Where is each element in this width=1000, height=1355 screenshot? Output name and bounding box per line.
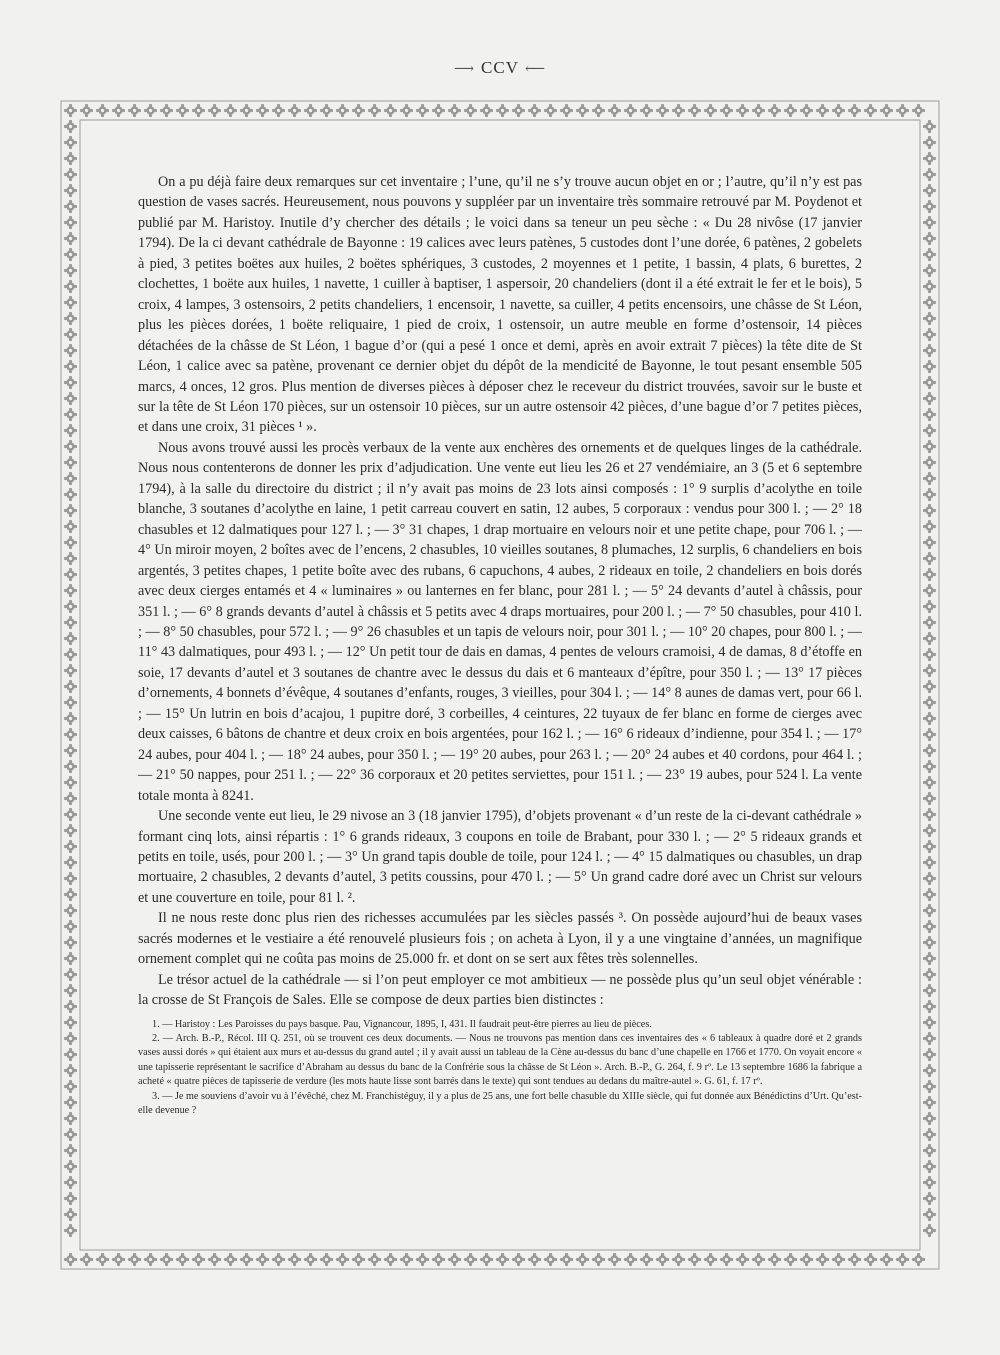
fleuron-icon <box>64 728 77 741</box>
fleuron-icon <box>496 104 509 117</box>
fleuron-icon <box>848 104 861 117</box>
fleuron-icon <box>400 104 413 117</box>
fleuron-icon <box>64 392 77 405</box>
fleuron-icon <box>923 712 936 725</box>
fleuron-icon <box>923 344 936 357</box>
fleuron-icon <box>288 1253 301 1266</box>
fleuron-icon <box>64 1112 77 1125</box>
fleuron-icon <box>923 504 936 517</box>
fleuron-icon <box>64 120 77 133</box>
fleuron-icon <box>64 296 77 309</box>
fleuron-icon <box>923 760 936 773</box>
fleuron-icon <box>256 1253 269 1266</box>
fleuron-icon <box>923 1208 936 1221</box>
fleuron-icon <box>923 200 936 213</box>
fleuron-icon <box>923 728 936 741</box>
fleuron-icon <box>64 1000 77 1013</box>
fleuron-icon <box>64 1096 77 1109</box>
fleuron-icon <box>848 1253 861 1266</box>
fleuron-icon <box>560 1253 573 1266</box>
fleuron-icon <box>704 1253 717 1266</box>
fleuron-icon <box>256 104 269 117</box>
fleuron-icon <box>720 1253 733 1266</box>
fleuron-icon <box>923 1048 936 1061</box>
fleuron-icon <box>800 104 813 117</box>
fleuron-icon <box>64 680 77 693</box>
fleuron-icon <box>784 104 797 117</box>
fleuron-icon <box>64 1208 77 1221</box>
fleuron-icon <box>64 1032 77 1045</box>
fleuron-icon <box>923 168 936 181</box>
fleuron-icon <box>923 392 936 405</box>
fleuron-icon <box>64 456 77 469</box>
fleuron-icon <box>923 264 936 277</box>
fleuron-icon <box>272 1253 285 1266</box>
fleuron-icon <box>464 1253 477 1266</box>
fleuron-icon <box>368 1253 381 1266</box>
fleuron-icon <box>336 104 349 117</box>
fleuron-icon <box>624 104 637 117</box>
fleuron-icon <box>64 200 77 213</box>
fleuron-icon <box>912 104 925 117</box>
fleuron-icon <box>923 744 936 757</box>
fleuron-icon <box>923 232 936 245</box>
fleuron-icon <box>64 1224 77 1237</box>
fleuron-icon <box>923 568 936 581</box>
page-body <box>138 172 862 1118</box>
fleuron-icon <box>64 536 77 549</box>
fleuron-icon <box>64 568 77 581</box>
fleuron-icon <box>64 424 77 437</box>
fleuron-icon <box>923 824 936 837</box>
page-header <box>0 58 1000 78</box>
fleuron-icon <box>64 168 77 181</box>
fleuron-icon <box>64 152 77 165</box>
footnotes <box>138 1018 862 1119</box>
fleuron-icon <box>64 232 77 245</box>
fleuron-icon <box>64 1192 77 1205</box>
fleuron-icon <box>64 104 77 117</box>
fleuron-icon <box>416 1253 429 1266</box>
fleuron-icon <box>64 488 77 501</box>
fleuron-icon <box>64 936 77 949</box>
fleuron-icon <box>923 1080 936 1093</box>
fleuron-icon <box>64 312 77 325</box>
fleuron-icon <box>544 1253 557 1266</box>
fleuron-icon <box>528 1253 541 1266</box>
paragraph-inventory: On a pu déjà faire deux remarques sur cet inventaire ; l’une, qu’il ne s’y trouve aucun objet en or ; l’autre, qu’il n’y est pas question de vases sacrés. Heureusement, nous pouvons y suppléer par un inventaire très sommaire retrouvé par M. Poydenot et publié par M. Haristoy. Inutile d’y chercher des détails ; le voici dans sa teneur un peu sèche : « Du 28 nivôse (17 janvier 1794). De la ci devant cathédrale de Bayonne : 19 calices avec leurs patènes, 5 custodes dont l’une dorée, 6 patènes, 2 gobelets à pied, 3 petites boëtes aux huiles, 2 boëtes sphériques, 3 custodes, 2 moyennes et 1 petite, 1 bassin, 4 plats, 6 burettes, 2 clochettes, 1 boëte aux huiles, 1 navette, 1 cuiller à baptiser, 1 aspersoir, 20 chandeliers (dont il a été extrait le fer et le bois), 5 croix, 4 lampes, 3 ostensoirs, 2 petits chandeliers, 1 encensoir, 1 navette, sa cuiller, 4 petits encensoirs, une châsse de St Léon, plus les pièces dorées, 1 boëte reliquaire, 1 pied de croix, 1 ostensoir, un autre meuble en forme d’ostensoir, 14 pièces détachées de la châsse de St Léon, 1 bague d’or (qui a pesé 1 once et demi, après en avoir extrait 7 pièces) la tête dite de St Léon, 1 calice avec sa patène, provenant ce dernier objet du dépôt de la mendicité de Bayonne, le tout pesant ensemble 505 marcs, 4 onces, 12 gros. Plus mention de diverses pièces à déposer chez le receveur du district trouvées, savoir sur le buste et sur la tête de St Léon 170 pièces, sur un ostensoir 10 pièces, sur un autre ostensoir 42 pièces, d’une bague d’or 7 petites pièces, et dans une croix, 31 pièces ¹ ». <box>138 174 862 436</box>
fleuron-icon <box>512 1253 525 1266</box>
fleuron-icon <box>64 552 77 565</box>
fleuron-icon <box>400 1253 413 1266</box>
fleuron-icon <box>880 1253 893 1266</box>
fleuron-icon <box>64 840 77 853</box>
fleuron-icon <box>384 1253 397 1266</box>
fleuron-icon <box>784 1253 797 1266</box>
fleuron-icon <box>923 1192 936 1205</box>
fleuron-icon <box>832 104 845 117</box>
fleuron-icon <box>923 920 936 933</box>
arrow-right-ornament-icon: ⟶ <box>453 62 476 77</box>
fleuron-icon <box>816 1253 829 1266</box>
fleuron-icon <box>64 696 77 709</box>
fleuron-icon <box>656 104 669 117</box>
fleuron-icon <box>923 280 936 293</box>
page-number: CCV <box>481 58 519 77</box>
fleuron-icon <box>64 1064 77 1077</box>
fleuron-icon <box>64 360 77 373</box>
fleuron-icon <box>64 600 77 613</box>
fleuron-icon <box>128 1253 141 1266</box>
fleuron-icon <box>608 1253 621 1266</box>
fleuron-icon <box>432 1253 445 1266</box>
fleuron-icon <box>64 1048 77 1061</box>
fleuron-icon <box>816 104 829 117</box>
fleuron-icon <box>923 152 936 165</box>
fleuron-icon <box>64 584 77 597</box>
fleuron-icon <box>80 104 93 117</box>
fleuron-icon <box>64 136 77 149</box>
fleuron-icon <box>923 776 936 789</box>
fleuron-icon <box>64 1160 77 1173</box>
paragraph-treasure: Le trésor actuel de la cathédrale — si l’on peut employer ce mot ambitieux — ne possède plus qu’un seul objet vénérable : la crosse de St François de Sales. Elle se compose de deux parties bien distinctes : <box>138 971 862 1009</box>
fleuron-icon <box>640 1253 653 1266</box>
fleuron-icon <box>864 104 877 117</box>
fleuron-icon <box>923 376 936 389</box>
fleuron-icon <box>923 520 936 533</box>
fleuron-icon <box>64 504 77 517</box>
fleuron-icon <box>448 1253 461 1266</box>
fleuron-icon <box>923 696 936 709</box>
fleuron-icon <box>496 1253 509 1266</box>
fleuron-icon <box>768 104 781 117</box>
fleuron-icon <box>480 104 493 117</box>
fleuron-icon <box>720 104 733 117</box>
fleuron-icon <box>752 1253 765 1266</box>
fleuron-icon <box>923 216 936 229</box>
fleuron-icon <box>192 104 205 117</box>
fleuron-icon <box>64 920 77 933</box>
fleuron-icon <box>576 1253 589 1266</box>
fleuron-icon <box>923 360 936 373</box>
fleuron-icon <box>672 104 685 117</box>
fleuron-icon <box>923 552 936 565</box>
fleuron-icon <box>896 104 909 117</box>
fleuron-icon <box>704 104 717 117</box>
fleuron-icon <box>608 104 621 117</box>
fleuron-icon <box>224 104 237 117</box>
fleuron-icon <box>880 104 893 117</box>
fleuron-icon <box>544 104 557 117</box>
fleuron-icon <box>64 984 77 997</box>
fleuron-icon <box>176 104 189 117</box>
fleuron-icon <box>624 1253 637 1266</box>
fleuron-icon <box>144 104 157 117</box>
fleuron-icon <box>923 664 936 677</box>
fleuron-icon <box>224 1253 237 1266</box>
paragraph-second-sale: Une seconde vente eut lieu, le 29 nivose an 3 (18 janvier 1795), d’objets provenant « d’un reste de la ci-devant cathédrale » formant cinq lots, ainsi répartis : 1° 6 grands rideaux, 3 coupons en toile de Brabant, pour 330 l. ; — 2° 5 rideaux grands et petits en toile, usés, pour 200 l. ; — 3° Un grand tapis double de toile, pour 124 l. ; — 4° 15 dalmatiques ou chasubles, un drap mortuaire, 2 chasubles, 2 devants d’autel, 3 petits coussins, pour 470 l. ; — 5° Un grand cadre doré avec un Christ sur velours et une couverture en toile, pour 81 l. ². <box>138 808 862 906</box>
fleuron-icon <box>512 104 525 117</box>
fleuron-icon <box>560 104 573 117</box>
fleuron-icon <box>923 936 936 949</box>
fleuron-icon <box>64 1128 77 1141</box>
fleuron-icon <box>288 104 301 117</box>
fleuron-icon <box>64 888 77 901</box>
fleuron-icon <box>96 104 109 117</box>
fleuron-icon <box>64 744 77 757</box>
fleuron-icon <box>923 120 936 133</box>
footnote-1: 1. — Haristoy : Les Paroisses du pays basque. Pau, Vignancour, 1895, I, 431. Il faudrait peut-être pierres au lieu de pièces. <box>152 1018 652 1030</box>
fleuron-icon <box>923 424 936 437</box>
fleuron-icon <box>923 440 936 453</box>
fleuron-icon <box>923 328 936 341</box>
fleuron-icon <box>923 1016 936 1029</box>
fleuron-icon <box>688 104 701 117</box>
fleuron-icon <box>448 104 461 117</box>
fleuron-icon <box>923 1176 936 1189</box>
fleuron-icon <box>64 472 77 485</box>
fleuron-icon <box>304 104 317 117</box>
fleuron-icon <box>832 1253 845 1266</box>
fleuron-icon <box>64 344 77 357</box>
fleuron-icon <box>923 472 936 485</box>
footnote-2: 2. — Arch. B.-P., Récol. III Q. 251, où se trouvent ces deux documents. — Nous ne trouvons pas mention dans ces inventaires des « 6 tableaux à quadre doré et 2 grands vases aussi dorés » qui étaient aux murs et au-dessus du grand autel ; il y avait aussi un tableau de la Cène au-dessus du banc d’une chapelle en 1766 et 1770. On voyait encore « une tapisserie représentant le sacrifice d’Abraham au dessus du banc de la Confrérie sous la châsse de St Léon ». Arch. B.-P., G. 264, f. 9 rº. Le 13 septembre 1686 la fabrique a acheté « quatre pièces de tapisserie de verdure (les mots haute lisse sont barrés dans le texte) qui sont tendues au dedans du maître-autel ». G. 61, f. 17 rº. <box>138 1032 862 1088</box>
fleuron-icon <box>923 872 936 885</box>
fleuron-icon <box>923 600 936 613</box>
fleuron-icon <box>64 1253 77 1266</box>
fleuron-icon <box>368 104 381 117</box>
fleuron-icon <box>96 1253 109 1266</box>
fleuron-icon <box>64 248 77 261</box>
fleuron-icon <box>923 616 936 629</box>
fleuron-icon <box>320 1253 333 1266</box>
fleuron-icon <box>923 312 936 325</box>
fleuron-icon <box>912 1253 925 1266</box>
fleuron-icon <box>64 264 77 277</box>
fleuron-icon <box>64 328 77 341</box>
fleuron-icon <box>480 1253 493 1266</box>
fleuron-icon <box>64 376 77 389</box>
fleuron-icon <box>768 1253 781 1266</box>
fleuron-icon <box>240 1253 253 1266</box>
fleuron-icon <box>64 856 77 869</box>
fleuron-icon <box>576 104 589 117</box>
fleuron-icon <box>64 808 77 821</box>
fleuron-icon <box>923 456 936 469</box>
footnote-3: 3. — Je me souviens d’avoir vu à l’évêché, chez M. Franchistéguy, il y a plus de 25 ans, une fort belle chasuble du XIIIe siècle, qui fut donnée aux Bénédictins d’Urt. Qu’est-elle devenue ? <box>138 1090 862 1117</box>
fleuron-icon <box>592 1253 605 1266</box>
fleuron-icon <box>528 104 541 117</box>
fleuron-icon <box>923 984 936 997</box>
fleuron-icon <box>923 904 936 917</box>
fleuron-icon <box>128 104 141 117</box>
fleuron-icon <box>923 408 936 421</box>
fleuron-icon <box>160 1253 173 1266</box>
fleuron-icon <box>923 1128 936 1141</box>
fleuron-icon <box>192 1253 205 1266</box>
fleuron-icon <box>640 104 653 117</box>
fleuron-icon <box>923 856 936 869</box>
fleuron-icon <box>64 1144 77 1157</box>
fleuron-icon <box>923 488 936 501</box>
fleuron-icon <box>923 1112 936 1125</box>
fleuron-icon <box>432 104 445 117</box>
fleuron-icon <box>736 104 749 117</box>
fleuron-icon <box>64 760 77 773</box>
fleuron-icon <box>64 664 77 677</box>
fleuron-icon <box>64 280 77 293</box>
fleuron-icon <box>688 1253 701 1266</box>
fleuron-icon <box>923 808 936 821</box>
fleuron-icon <box>592 104 605 117</box>
fleuron-icon <box>272 104 285 117</box>
paragraph-first-sale: Nous avons trouvé aussi les procès verbaux de la vente aux enchères des ornements et de quelques linges de la cathédrale. Nous nous contenterons de donner les prix d’adjudication. Une vente eut lieu les 26 et 27 vendémiaire, an 3 (5 et 6 septembre 1794), à la salle du directoire du district ; il n’y avait pas moins de 23 lots ainsi composés : 1° 9 surplis d’acolythe en toile blanche, 3 soutanes d’acolythe en laine, 1 petit carreau couvert en satin, 12 aubes, 5 corporaux : vendus pour 300 l. ; — 2° 18 chasubles et 12 dalmatiques pour 127 l. ; — 3° 31 chapes, 1 drap mortuaire en velours noir et une petite chape, pour 706 l. ; — 4° Un miroir moyen, 2 boîtes avec de l’encens, 2 chasubles, 10 vieilles soutanes, 8 plumaches, 12 surplis, 6 chandeliers en bois argentés, 3 petites chapes, 1 petite boîte avec des rubans, 6 capuchons, 4 aubes, 2 rideaux en toile, 2 chandeliers en bois dorés avec deux cierges entamés et 4 « luminaires » ou lanternes en fer blanc, pour 281 l. ; — 5° 24 devants d’autel à châssis, pour 351 l. ; — 6° 8 grands devants d’autel à châssis et 5 petits avec 4 draps mortuaires, pour 200 l. ; — 7° 50 chasubles, pour 410 l. ; — 8° 50 chasubles, pour 572 l. ; — 9° 26 chasubles et un tapis de velours noir, pour 301 l. ; — 10° 20 chapes, pour 800 l. ; — 11° 43 dalmatiques, pour 493 l. ; — 12° Un petit tour de dais en damas, 4 pentes de velours cramoisi, 4 de damas, 8 d’étoffe en soie, 17 devants d’autel et 3 soutanes de chantre avec le dessus du dais et 6 manteaux d’épître, pour 350 l. ; — 13° 17 pièces d’ornements, 4 bonnets d’évêque, 4 soutanes d’enfants, rouges, 3 vieilles, pour 304 l. ; — 14° 8 aunes de damas vert, pour 66 l. ; — 15° Un lutrin en bois d’acajou, 1 pupitre doré, 3 corbeilles, 4 ceintures, 22 tuyaux de fer blanc en forme de cierges avec deux caisses, 6 bâtons de chantre et deux croix en bois argentées, pour 162 l. ; — 16° 6 rideaux d’indienne, pour 354 l. ; — 17° 24 aubes, pour 404 l. ; — 18° 24 aubes, pour 350 l. ; — 19° 20 aubes, pour 263 l. ; — 20° 24 aubes et 40 cordons, pour 464 l. ; — 21° 50 nappes, pour 251 l. ; — 22° 36 corporaux et 20 petites serviettes, pour 151 l. ; — 23° 19 aubes, pour 524 l. La vente totale monta à 8241. <box>138 439 862 804</box>
fleuron-icon <box>800 1253 813 1266</box>
fleuron-icon <box>144 1253 157 1266</box>
fleuron-icon <box>752 104 765 117</box>
fleuron-icon <box>923 248 936 261</box>
fleuron-icon <box>240 104 253 117</box>
fleuron-icon <box>64 952 77 965</box>
fleuron-icon <box>64 632 77 645</box>
fleuron-icon <box>656 1253 669 1266</box>
paragraph-modern-vestments: Il ne nous reste donc plus rien des richesses accumulées par les siècles passés ³. On possède aujourd’hui de beaux vases sacrés modernes et le vestiaire a été renouvelé plusieurs fois ; on acheta à Lyon, il y a une vingtaine d’années, un magnifique ornement complet qui ne coûta pas moins de 25.000 fr. et dont on se sert aux fêtes très solennelles. <box>138 910 862 968</box>
fleuron-icon <box>64 1016 77 1029</box>
fleuron-icon <box>923 680 936 693</box>
fleuron-icon <box>64 904 77 917</box>
fleuron-icon <box>80 1253 93 1266</box>
fleuron-icon <box>923 1064 936 1077</box>
fleuron-icon <box>304 1253 317 1266</box>
fleuron-icon <box>64 776 77 789</box>
fleuron-icon <box>64 712 77 725</box>
fleuron-icon <box>384 104 397 117</box>
fleuron-icon <box>923 136 936 149</box>
fleuron-icon <box>64 824 77 837</box>
fleuron-icon <box>64 408 77 421</box>
fleuron-icon <box>923 1144 936 1157</box>
fleuron-icon <box>352 104 365 117</box>
fleuron-icon <box>64 440 77 453</box>
fleuron-icon <box>923 648 936 661</box>
fleuron-icon <box>320 104 333 117</box>
fleuron-icon <box>64 968 77 981</box>
fleuron-icon <box>208 1253 221 1266</box>
fleuron-icon <box>208 104 221 117</box>
fleuron-icon <box>64 872 77 885</box>
fleuron-icon <box>112 1253 125 1266</box>
fleuron-icon <box>923 968 936 981</box>
fleuron-icon <box>464 104 477 117</box>
fleuron-icon <box>923 840 936 853</box>
fleuron-icon <box>64 616 77 629</box>
fleuron-icon <box>923 888 936 901</box>
fleuron-icon <box>352 1253 365 1266</box>
fleuron-icon <box>923 536 936 549</box>
fleuron-icon <box>176 1253 189 1266</box>
fleuron-icon <box>736 1253 749 1266</box>
fleuron-icon <box>160 104 173 117</box>
fleuron-icon <box>64 184 77 197</box>
fleuron-icon <box>923 1096 936 1109</box>
fleuron-icon <box>864 1253 877 1266</box>
fleuron-icon <box>923 1160 936 1173</box>
fleuron-icon <box>923 1224 936 1237</box>
fleuron-icon <box>416 104 429 117</box>
fleuron-icon <box>64 648 77 661</box>
fleuron-icon <box>64 792 77 805</box>
fleuron-icon <box>64 1080 77 1093</box>
fleuron-icon <box>896 1253 909 1266</box>
fleuron-icon <box>336 1253 349 1266</box>
fleuron-icon <box>923 1000 936 1013</box>
fleuron-icon <box>923 792 936 805</box>
fleuron-icon <box>64 216 77 229</box>
arrow-left-ornament-icon: ⟵ <box>524 62 547 77</box>
fleuron-icon <box>923 184 936 197</box>
fleuron-icon <box>64 1176 77 1189</box>
fleuron-icon <box>923 952 936 965</box>
fleuron-icon <box>112 104 125 117</box>
fleuron-icon <box>923 584 936 597</box>
fleuron-icon <box>64 520 77 533</box>
fleuron-icon <box>923 296 936 309</box>
fleuron-icon <box>672 1253 685 1266</box>
fleuron-icon <box>923 632 936 645</box>
fleuron-icon <box>923 1032 936 1045</box>
